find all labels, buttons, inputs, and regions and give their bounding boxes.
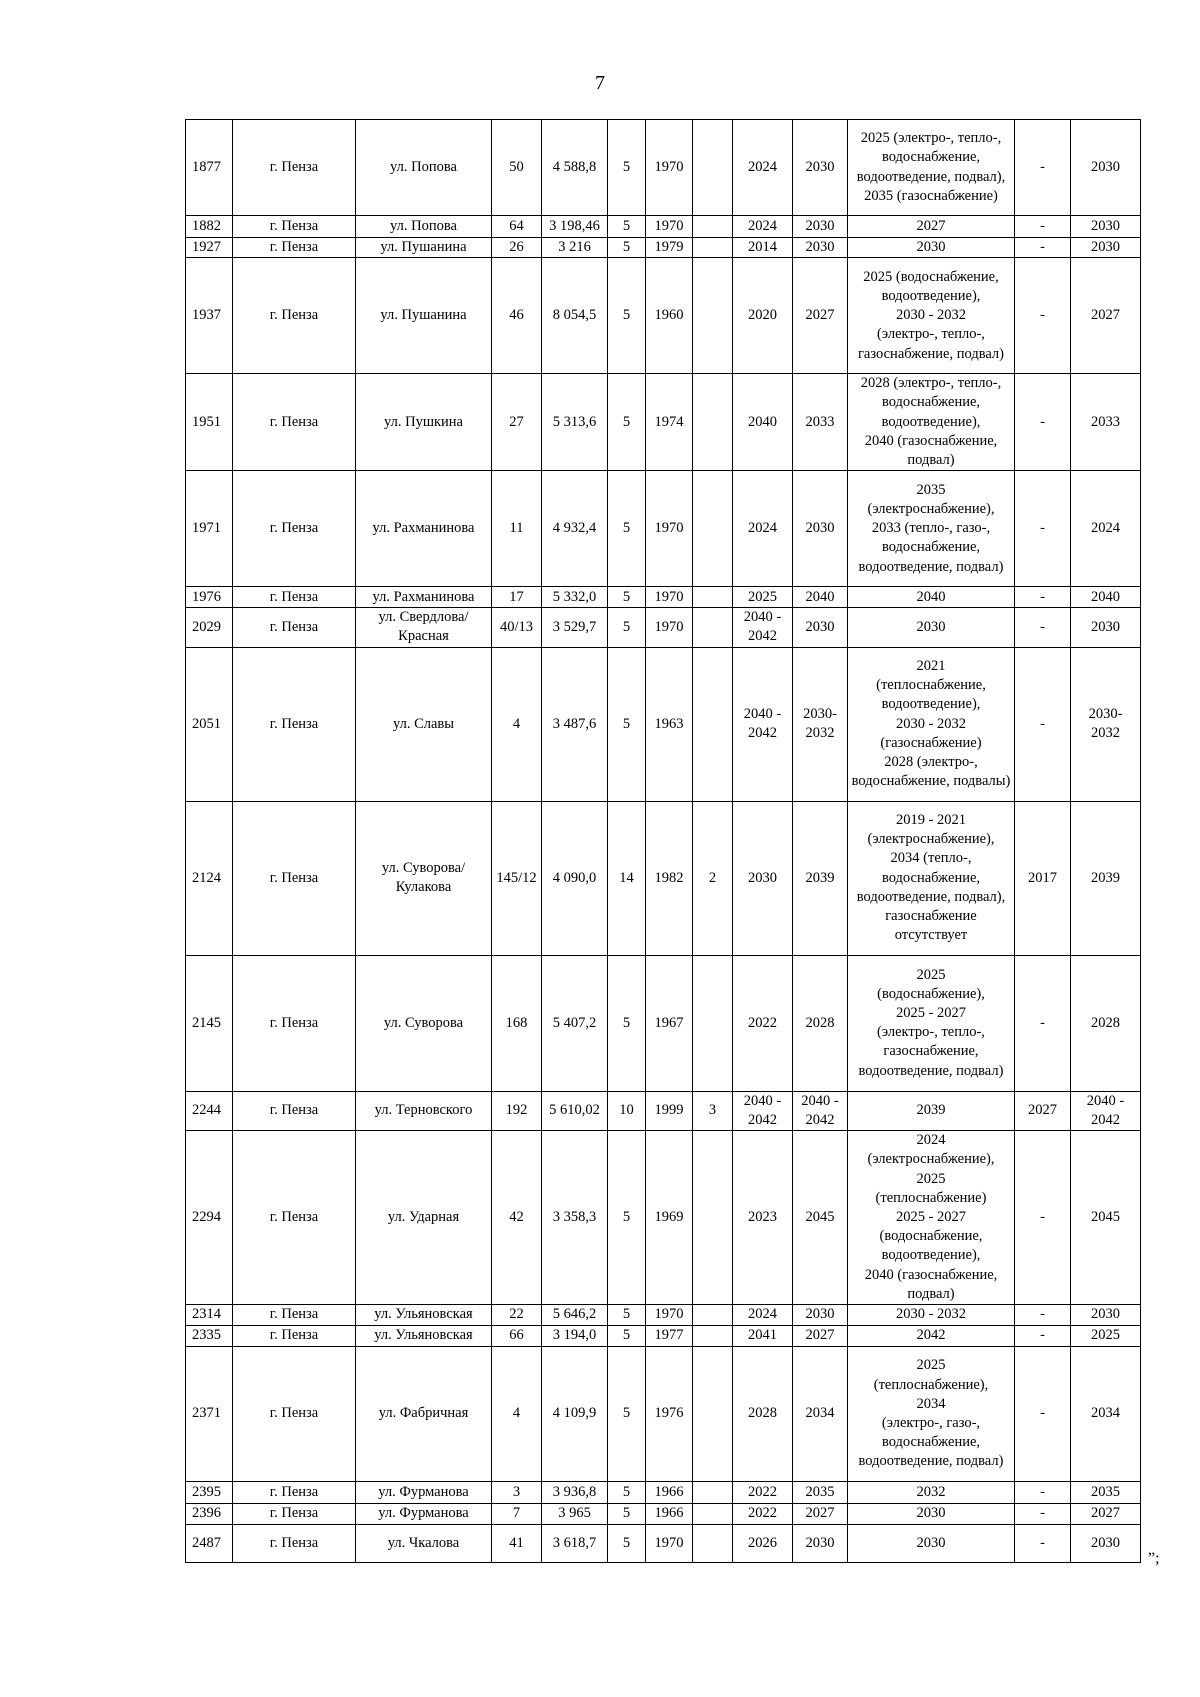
locality-cell: г. Пенза (233, 1131, 356, 1305)
street-cell: ул. Фабричная (356, 1347, 492, 1482)
repair-year-cell: 2028 (733, 1347, 793, 1482)
house-number-cell: 50 (492, 120, 542, 216)
repair-plan-cell: 2030 (793, 471, 848, 587)
repair-plan-cell: 2030 (793, 1305, 848, 1326)
registry-number-cell: 1882 (186, 216, 233, 238)
registry-number-cell: 2294 (186, 1131, 233, 1305)
locality-cell: г. Пенза (233, 1525, 356, 1563)
year-built-cell: 1966 (646, 1504, 693, 1525)
area-cell: 3 618,7 (542, 1525, 608, 1563)
floors-cell: 5 (608, 471, 646, 587)
repair-plan-cell: 2039 (793, 801, 848, 955)
street-cell: ул. Терновского (356, 1091, 492, 1130)
house-number-cell: 26 (492, 238, 542, 258)
floors-cell: 5 (608, 374, 646, 471)
area-cell: 4 588,8 (542, 120, 608, 216)
systems-repair-cell: 2025 (электро-, тепло-, водоснабжение, водоотведение, подвал), 2035 (газоснабжение) (848, 120, 1015, 216)
repair-plan-cell: 2027 (793, 1326, 848, 1347)
table-row (186, 471, 1141, 587)
year-built-cell: 1970 (646, 587, 693, 608)
year-built-cell: 1970 (646, 216, 693, 238)
elevators-cell (693, 258, 733, 374)
repair-plan-cell: 2045 (793, 1131, 848, 1305)
locality-cell: г. Пенза (233, 1305, 356, 1326)
floors-cell: 5 (608, 1131, 646, 1305)
final-year-cell: 2035 (1071, 1482, 1141, 1504)
table-row (186, 1482, 1141, 1504)
year-built-cell: 1970 (646, 1525, 693, 1563)
area-cell: 4 090,0 (542, 801, 608, 955)
street-cell: ул. Фурманова (356, 1504, 492, 1525)
table-body (186, 120, 1141, 1563)
house-number-cell: 17 (492, 587, 542, 608)
repair-year-cell: 2025 (733, 587, 793, 608)
elevator-repair-cell: - (1015, 1131, 1071, 1305)
street-cell: ул. Ульяновская (356, 1326, 492, 1347)
house-number-cell: 11 (492, 471, 542, 587)
elevator-repair-cell: - (1015, 1326, 1071, 1347)
year-built-cell: 1976 (646, 1347, 693, 1482)
floors-cell: 5 (608, 587, 646, 608)
area-cell: 5 332,0 (542, 587, 608, 608)
house-number-cell: 4 (492, 1347, 542, 1482)
repair-plan-cell: 2027 (793, 1504, 848, 1525)
final-year-cell: 2025 (1071, 1326, 1141, 1347)
area-cell: 5 313,6 (542, 374, 608, 471)
elevator-repair-cell: - (1015, 471, 1071, 587)
systems-repair-cell: 2021 (теплоснабжение, водоотведение), 2030 - 2032 (газоснабжение) 2028 (электро-, водоснабжение, подвалы) (848, 647, 1015, 801)
systems-repair-cell: 2024 (электроснабжение), 2025 (теплоснабжение) 2025 - 2027 (водоснабжение, водоотведение), 2040 (газоснабжение, подвал) (848, 1131, 1015, 1305)
elevator-repair-cell: - (1015, 374, 1071, 471)
year-built-cell: 1970 (646, 1305, 693, 1326)
systems-repair-cell: 2030 (848, 608, 1015, 647)
table-row (186, 216, 1141, 238)
repair-year-cell: 2041 (733, 1326, 793, 1347)
area-cell: 5 646,2 (542, 1305, 608, 1326)
final-year-cell: 2040 - 2042 (1071, 1091, 1141, 1130)
repair-year-cell: 2024 (733, 216, 793, 238)
area-cell: 3 358,3 (542, 1131, 608, 1305)
registry-number-cell: 2029 (186, 608, 233, 647)
final-year-cell: 2039 (1071, 801, 1141, 955)
registry-number-cell: 2396 (186, 1504, 233, 1525)
registry-number-cell: 2051 (186, 647, 233, 801)
floors-cell: 5 (608, 1347, 646, 1482)
locality-cell: г. Пенза (233, 120, 356, 216)
systems-repair-cell: 2040 (848, 587, 1015, 608)
elevator-repair-cell: - (1015, 258, 1071, 374)
floors-cell: 5 (608, 1525, 646, 1563)
housing-repair-table (185, 119, 1141, 1563)
area-cell: 3 194,0 (542, 1326, 608, 1347)
registry-number-cell: 1937 (186, 258, 233, 374)
repair-plan-cell: 2033 (793, 374, 848, 471)
street-cell: ул. Рахманинова (356, 587, 492, 608)
elevators-cell (693, 608, 733, 647)
repair-plan-cell: 2030 (793, 120, 848, 216)
systems-repair-cell: 2030 (848, 1525, 1015, 1563)
year-built-cell: 1960 (646, 258, 693, 374)
systems-repair-cell: 2032 (848, 1482, 1015, 1504)
year-built-cell: 1963 (646, 647, 693, 801)
street-cell: ул. Свердлова/ Красная (356, 608, 492, 647)
street-cell: ул. Рахманинова (356, 471, 492, 587)
repair-plan-cell: 2040 (793, 587, 848, 608)
year-built-cell: 1982 (646, 801, 693, 955)
locality-cell: г. Пенза (233, 374, 356, 471)
elevators-cell: 2 (693, 801, 733, 955)
elevators-cell (693, 647, 733, 801)
floors-cell: 5 (608, 216, 646, 238)
floors-cell: 5 (608, 608, 646, 647)
year-built-cell: 1970 (646, 471, 693, 587)
table-row (186, 647, 1141, 801)
repair-year-cell: 2030 (733, 801, 793, 955)
floors-cell: 5 (608, 120, 646, 216)
repair-year-cell: 2022 (733, 1504, 793, 1525)
repair-year-cell: 2024 (733, 120, 793, 216)
repair-year-cell: 2040 - 2042 (733, 1091, 793, 1130)
repair-plan-cell: 2030 (793, 1525, 848, 1563)
house-number-cell: 145/12 (492, 801, 542, 955)
systems-repair-cell: 2025 (теплоснабжение), 2034 (электро-, газо-, водоснабжение, водоотведение, подвал) (848, 1347, 1015, 1482)
elevators-cell (693, 1504, 733, 1525)
floors-cell: 5 (608, 1482, 646, 1504)
year-built-cell: 1970 (646, 608, 693, 647)
elevators-cell (693, 587, 733, 608)
final-year-cell: 2030- 2032 (1071, 647, 1141, 801)
final-year-cell: 2027 (1071, 1504, 1141, 1525)
systems-repair-cell: 2035 (электроснабжение), 2033 (тепло-, газо-, водоснабжение, водоотведение, подвал) (848, 471, 1015, 587)
elevators-cell (693, 1482, 733, 1504)
street-cell: ул. Чкалова (356, 1525, 492, 1563)
locality-cell: г. Пенза (233, 1091, 356, 1130)
street-cell: ул. Пушанина (356, 238, 492, 258)
area-cell: 4 109,9 (542, 1347, 608, 1482)
registry-number-cell: 1927 (186, 238, 233, 258)
elevators-cell (693, 471, 733, 587)
registry-number-cell: 2124 (186, 801, 233, 955)
locality-cell: г. Пенза (233, 1482, 356, 1504)
street-cell: ул. Суворова/ Кулакова (356, 801, 492, 955)
house-number-cell: 3 (492, 1482, 542, 1504)
locality-cell: г. Пенза (233, 1326, 356, 1347)
final-year-cell: 2033 (1071, 374, 1141, 471)
elevator-repair-cell: 2017 (1015, 801, 1071, 955)
elevators-cell (693, 1131, 733, 1305)
floors-cell: 5 (608, 647, 646, 801)
elevator-repair-cell: - (1015, 608, 1071, 647)
systems-repair-cell: 2030 - 2032 (848, 1305, 1015, 1326)
street-cell: ул. Попова (356, 216, 492, 238)
floors-cell: 5 (608, 1305, 646, 1326)
elevators-cell (693, 238, 733, 258)
table-row (186, 374, 1141, 471)
table-row (186, 1305, 1141, 1326)
repair-year-cell: 2023 (733, 1131, 793, 1305)
repair-plan-cell: 2028 (793, 955, 848, 1091)
registry-number-cell: 2244 (186, 1091, 233, 1130)
elevator-repair-cell: - (1015, 955, 1071, 1091)
elevator-repair-cell: - (1015, 1525, 1071, 1563)
table-row (186, 1347, 1141, 1482)
house-number-cell: 41 (492, 1525, 542, 1563)
table-row (186, 955, 1141, 1091)
repair-plan-cell: 2030 (793, 216, 848, 238)
floors-cell: 5 (608, 1326, 646, 1347)
table-row (186, 1504, 1141, 1525)
page-number: 7 (595, 72, 605, 94)
final-year-cell: 2040 (1071, 587, 1141, 608)
elevators-cell (693, 955, 733, 1091)
repair-year-cell: 2024 (733, 471, 793, 587)
repair-year-cell: 2022 (733, 955, 793, 1091)
area-cell: 5 407,2 (542, 955, 608, 1091)
registry-number-cell: 1951 (186, 374, 233, 471)
year-built-cell: 1999 (646, 1091, 693, 1130)
final-year-cell: 2030 (1071, 216, 1141, 238)
street-cell: ул. Фурманова (356, 1482, 492, 1504)
final-year-cell: 2030 (1071, 1525, 1141, 1563)
final-year-cell: 2030 (1071, 120, 1141, 216)
registry-number-cell: 1877 (186, 120, 233, 216)
floors-cell: 5 (608, 258, 646, 374)
systems-repair-cell: 2028 (электро-, тепло-, водоснабжение, водоотведение), 2040 (газоснабжение, подвал) (848, 374, 1015, 471)
house-number-cell: 66 (492, 1326, 542, 1347)
area-cell: 3 936,8 (542, 1482, 608, 1504)
house-number-cell: 192 (492, 1091, 542, 1130)
year-built-cell: 1966 (646, 1482, 693, 1504)
locality-cell: г. Пенза (233, 608, 356, 647)
registry-number-cell: 2335 (186, 1326, 233, 1347)
table-row (186, 1326, 1141, 1347)
elevators-cell (693, 1525, 733, 1563)
year-built-cell: 1970 (646, 120, 693, 216)
house-number-cell: 64 (492, 216, 542, 238)
final-year-cell: 2034 (1071, 1347, 1141, 1482)
systems-repair-cell: 2025 (водоснабжение, водоотведение), 2030 - 2032 (электро-, тепло-, газоснабжение, подвал) (848, 258, 1015, 374)
elevators-cell (693, 374, 733, 471)
registry-number-cell: 2395 (186, 1482, 233, 1504)
house-number-cell: 7 (492, 1504, 542, 1525)
locality-cell: г. Пенза (233, 471, 356, 587)
house-number-cell: 46 (492, 258, 542, 374)
area-cell: 3 487,6 (542, 647, 608, 801)
street-cell: ул. Ударная (356, 1131, 492, 1305)
final-year-cell: 2030 (1071, 1305, 1141, 1326)
systems-repair-cell: 2030 (848, 238, 1015, 258)
final-year-cell: 2027 (1071, 258, 1141, 374)
elevator-repair-cell: 2027 (1015, 1091, 1071, 1130)
repair-year-cell: 2040 - 2042 (733, 608, 793, 647)
repair-year-cell: 2040 - 2042 (733, 647, 793, 801)
elevators-cell (693, 1347, 733, 1482)
elevator-repair-cell: - (1015, 1504, 1071, 1525)
area-cell: 5 610,02 (542, 1091, 608, 1130)
locality-cell: г. Пенза (233, 258, 356, 374)
final-year-cell: 2030 (1071, 608, 1141, 647)
year-built-cell: 1979 (646, 238, 693, 258)
street-cell: ул. Суворова (356, 955, 492, 1091)
area-cell: 3 529,7 (542, 608, 608, 647)
house-number-cell: 168 (492, 955, 542, 1091)
elevators-cell (693, 1326, 733, 1347)
elevators-cell (693, 1305, 733, 1326)
repair-plan-cell: 2035 (793, 1482, 848, 1504)
repair-plan-cell: 2040 - 2042 (793, 1091, 848, 1130)
final-year-cell: 2045 (1071, 1131, 1141, 1305)
house-number-cell: 42 (492, 1131, 542, 1305)
elevator-repair-cell: - (1015, 120, 1071, 216)
repair-plan-cell: 2030 (793, 608, 848, 647)
systems-repair-cell: 2039 (848, 1091, 1015, 1130)
elevator-repair-cell: - (1015, 216, 1071, 238)
street-cell: ул. Пушкина (356, 374, 492, 471)
floors-cell: 5 (608, 955, 646, 1091)
floors-cell: 14 (608, 801, 646, 955)
registry-number-cell: 2487 (186, 1525, 233, 1563)
floors-cell: 10 (608, 1091, 646, 1130)
systems-repair-cell: 2027 (848, 216, 1015, 238)
house-number-cell: 4 (492, 647, 542, 801)
table-row (186, 608, 1141, 647)
street-cell: ул. Ульяновская (356, 1305, 492, 1326)
street-cell: ул. Славы (356, 647, 492, 801)
registry-number-cell: 2145 (186, 955, 233, 1091)
systems-repair-cell: 2019 - 2021 (электроснабжение), 2034 (тепло-, водоснабжение, водоотведение, подвал), газоснабжение отсутствует (848, 801, 1015, 955)
table-row (186, 120, 1141, 216)
repair-year-cell: 2040 (733, 374, 793, 471)
repair-year-cell: 2022 (733, 1482, 793, 1504)
elevators-cell (693, 120, 733, 216)
repair-year-cell: 2014 (733, 238, 793, 258)
house-number-cell: 27 (492, 374, 542, 471)
locality-cell: г. Пенза (233, 216, 356, 238)
table-row (186, 238, 1141, 258)
final-year-cell: 2024 (1071, 471, 1141, 587)
elevators-cell: 3 (693, 1091, 733, 1130)
area-cell: 3 216 (542, 238, 608, 258)
street-cell: ул. Пушанина (356, 258, 492, 374)
area-cell: 3 965 (542, 1504, 608, 1525)
elevator-repair-cell: - (1015, 1305, 1071, 1326)
area-cell: 4 932,4 (542, 471, 608, 587)
repair-year-cell: 2020 (733, 258, 793, 374)
elevator-repair-cell: - (1015, 647, 1071, 801)
systems-repair-cell: 2025 (водоснабжение), 2025 - 2027 (электро-, тепло-, газоснабжение, водоотведение, подвал) (848, 955, 1015, 1091)
locality-cell: г. Пенза (233, 647, 356, 801)
final-year-cell: 2030 (1071, 238, 1141, 258)
street-cell: ул. Попова (356, 120, 492, 216)
elevator-repair-cell: - (1015, 1347, 1071, 1482)
year-built-cell: 1974 (646, 374, 693, 471)
elevator-repair-cell: - (1015, 587, 1071, 608)
registry-number-cell: 1976 (186, 587, 233, 608)
area-cell: 3 198,46 (542, 216, 608, 238)
repair-year-cell: 2024 (733, 1305, 793, 1326)
table-row (186, 1091, 1141, 1130)
year-built-cell: 1969 (646, 1131, 693, 1305)
systems-repair-cell: 2030 (848, 1504, 1015, 1525)
house-number-cell: 40/13 (492, 608, 542, 647)
year-built-cell: 1967 (646, 955, 693, 1091)
locality-cell: г. Пенза (233, 1504, 356, 1525)
table-row (186, 1525, 1141, 1563)
area-cell: 8 054,5 (542, 258, 608, 374)
locality-cell: г. Пенза (233, 1347, 356, 1482)
registry-number-cell: 2371 (186, 1347, 233, 1482)
repair-year-cell: 2026 (733, 1525, 793, 1563)
floors-cell: 5 (608, 238, 646, 258)
registry-number-cell: 2314 (186, 1305, 233, 1326)
locality-cell: г. Пенза (233, 238, 356, 258)
elevator-repair-cell: - (1015, 1482, 1071, 1504)
repair-plan-cell: 2034 (793, 1347, 848, 1482)
repair-plan-cell: 2030 (793, 238, 848, 258)
elevator-repair-cell: - (1015, 238, 1071, 258)
locality-cell: г. Пенза (233, 587, 356, 608)
registry-number-cell: 1971 (186, 471, 233, 587)
final-year-cell: 2028 (1071, 955, 1141, 1091)
table-row (186, 587, 1141, 608)
house-number-cell: 22 (492, 1305, 542, 1326)
locality-cell: г. Пенза (233, 955, 356, 1091)
systems-repair-cell: 2042 (848, 1326, 1015, 1347)
year-built-cell: 1977 (646, 1326, 693, 1347)
table-row (186, 1131, 1141, 1305)
table-row (186, 258, 1141, 374)
repair-plan-cell: 2027 (793, 258, 848, 374)
table-row (186, 801, 1141, 955)
elevators-cell (693, 216, 733, 238)
repair-plan-cell: 2030- 2032 (793, 647, 848, 801)
locality-cell: г. Пенза (233, 801, 356, 955)
end-quote-mark: ”; (1148, 1550, 1160, 1567)
floors-cell: 5 (608, 1504, 646, 1525)
